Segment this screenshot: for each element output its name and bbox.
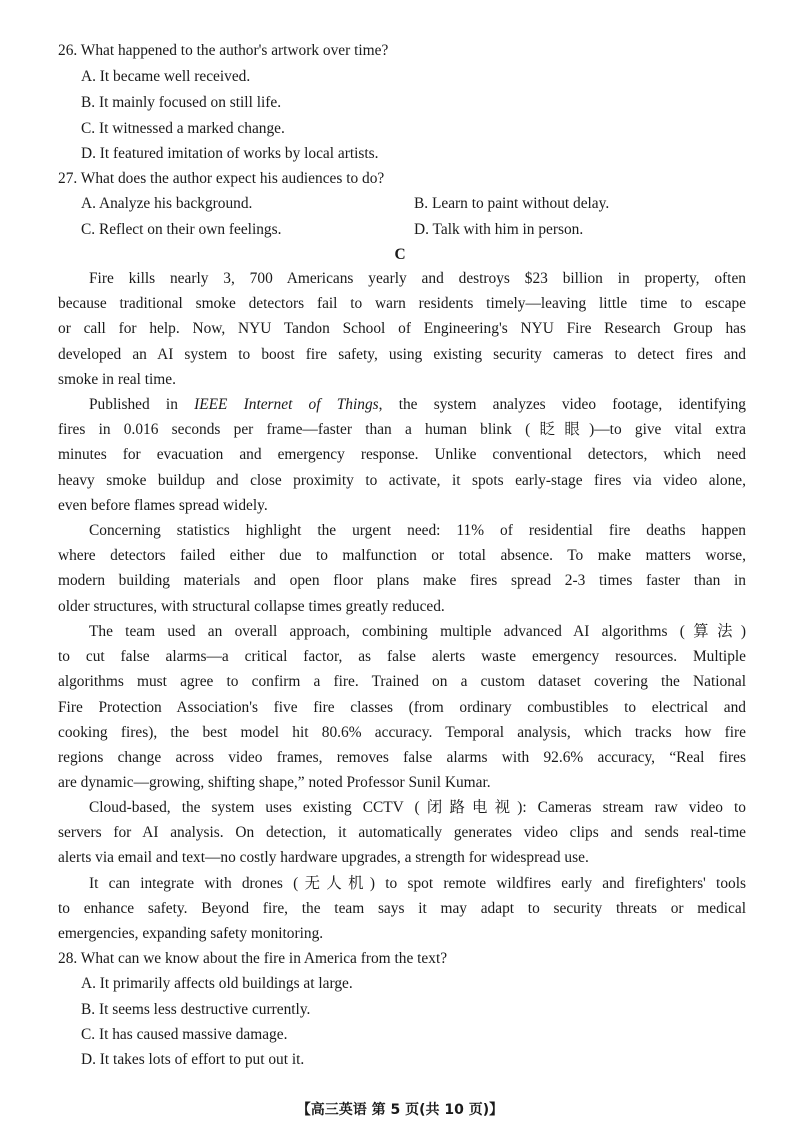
text-run: , the system analyzes video footage, identifying: [378, 396, 746, 413]
text-line: It can integrate with drones (无人机) to spot remote wildfires early and firefighters' tools: [89, 875, 746, 892]
question-28-stem: 28. What can we know about the fire in America from the text?: [58, 950, 448, 967]
passage-paragraph-3: [58, 518, 746, 619]
text-line: regions change across video frames, removes false alarms with 92.6% accuracy, “Real fires: [58, 748, 746, 766]
question-26-stem: 26. What happened to the author's artwork over time?: [58, 42, 389, 59]
question-26-option-d: D. It featured imitation of works by local artists.: [81, 145, 379, 162]
text-line: Fire Protection Association's five fire classes (from ordinary combustibles to electrical and: [58, 698, 746, 716]
question-27-option-d: D. Talk with him in person.: [414, 221, 584, 238]
text-line: developed an AI system to boost fire safety, using existing security cameras to detect fires and: [58, 345, 746, 363]
question-27-option-a: A. Analyze his background.: [81, 195, 253, 212]
text-line: emergencies, expanding safety monitoring.: [58, 925, 324, 943]
question-28-option-b: B. It seems less destructive currently.: [81, 1001, 311, 1018]
text-line: to enhance safety. Beyond fire, the team says it may adapt to security threats or medical: [58, 900, 746, 918]
text-line: older structures, with structural collapse times greatly reduced.: [58, 597, 445, 615]
text-line: Cloud-based, the system uses existing CCTV (闭路电视): Cameras stream raw video to: [89, 799, 746, 816]
text-line: or call for help. Now, NYU Tandon School of Engineering's NYU Fire Research Group has: [58, 320, 746, 338]
text-line: [58, 392, 746, 417]
passage-paragraph-2: [58, 392, 746, 518]
passage-paragraph-1: [58, 266, 746, 392]
journal-title: IEEE Internet of Things: [194, 396, 379, 413]
text-line: heavy smoke buildup and close proximity to activate, it spots early-stage fires via video alone,: [58, 471, 746, 489]
text-line: fires in 0.016 seconds per frame—faster than a human blink (眨眼)—to give vital extra: [58, 421, 746, 439]
question-27-option-c: C. Reflect on their own feelings.: [81, 221, 282, 238]
text-line: Fire kills nearly 3, 700 Americans yearly and destroys $23 billion in property, often: [89, 270, 746, 287]
text-line: alerts via email and text—no costly hardware upgrades, a strength for widespread use.: [58, 849, 589, 867]
question-26-option-c: C. It witnessed a marked change.: [81, 120, 285, 137]
passage-paragraph-6: [58, 871, 746, 947]
text-line: servers for AI analysis. On detection, it automatically generates video clips and sends real-time: [58, 824, 746, 842]
text-line: algorithms must agree to confirm a fire. Trained on a custom dataset covering the National: [58, 673, 746, 691]
text-line: modern building materials and open floor plans make fires spread 2-3 times faster than in: [58, 572, 746, 590]
question-27-stem: 27. What does the author expect his audiences to do?: [58, 170, 385, 187]
text-line: to cut false alarms—a critical factor, as false alerts waste emergency resources. Multiple: [58, 648, 746, 666]
question-28-option-a: A. It primarily affects old buildings at large.: [81, 975, 353, 992]
passage-paragraph-4: [58, 619, 746, 795]
text-line: The team used an overall approach, combining multiple advanced AI algorithms (算法): [89, 623, 746, 640]
question-26-option-a: A. It became well received.: [81, 68, 251, 85]
text-line: minutes for evacuation and emergency response. Unlike conventional detectors, which need: [58, 446, 746, 464]
text-line: are dynamic—growing, shifting shape,” noted Professor Sunil Kumar.: [58, 774, 491, 792]
passage-paragraph-5: [58, 795, 746, 871]
question-27-option-b: B. Learn to paint without delay.: [414, 195, 610, 212]
section-label: C: [394, 246, 406, 263]
page-footer: 【高三英语 第 5 页(共 10 页)】: [296, 1102, 504, 1118]
question-28-option-c: C. It has caused massive damage.: [81, 1026, 288, 1043]
question-28-option-d: D. It takes lots of effort to put out it.: [81, 1051, 305, 1068]
text-line: cooking fires), the best model hit 80.6% accuracy. Temporal analysis, which tracks how fire: [58, 723, 746, 741]
text-line: Concerning statistics highlight the urgent need: 11% of residential fire deaths happen: [89, 522, 746, 539]
text-line: because traditional smoke detectors fail to warn residents timely—leaving little time to escape: [58, 295, 746, 313]
text-run: Published in: [89, 396, 195, 413]
text-line: smoke in real time.: [58, 370, 176, 388]
question-26-option-b: B. It mainly focused on still life.: [81, 94, 282, 111]
text-line: even before flames spread widely.: [58, 496, 268, 514]
text-line: where detectors failed either due to malfunction or total absence. To make matters worse,: [58, 547, 746, 565]
